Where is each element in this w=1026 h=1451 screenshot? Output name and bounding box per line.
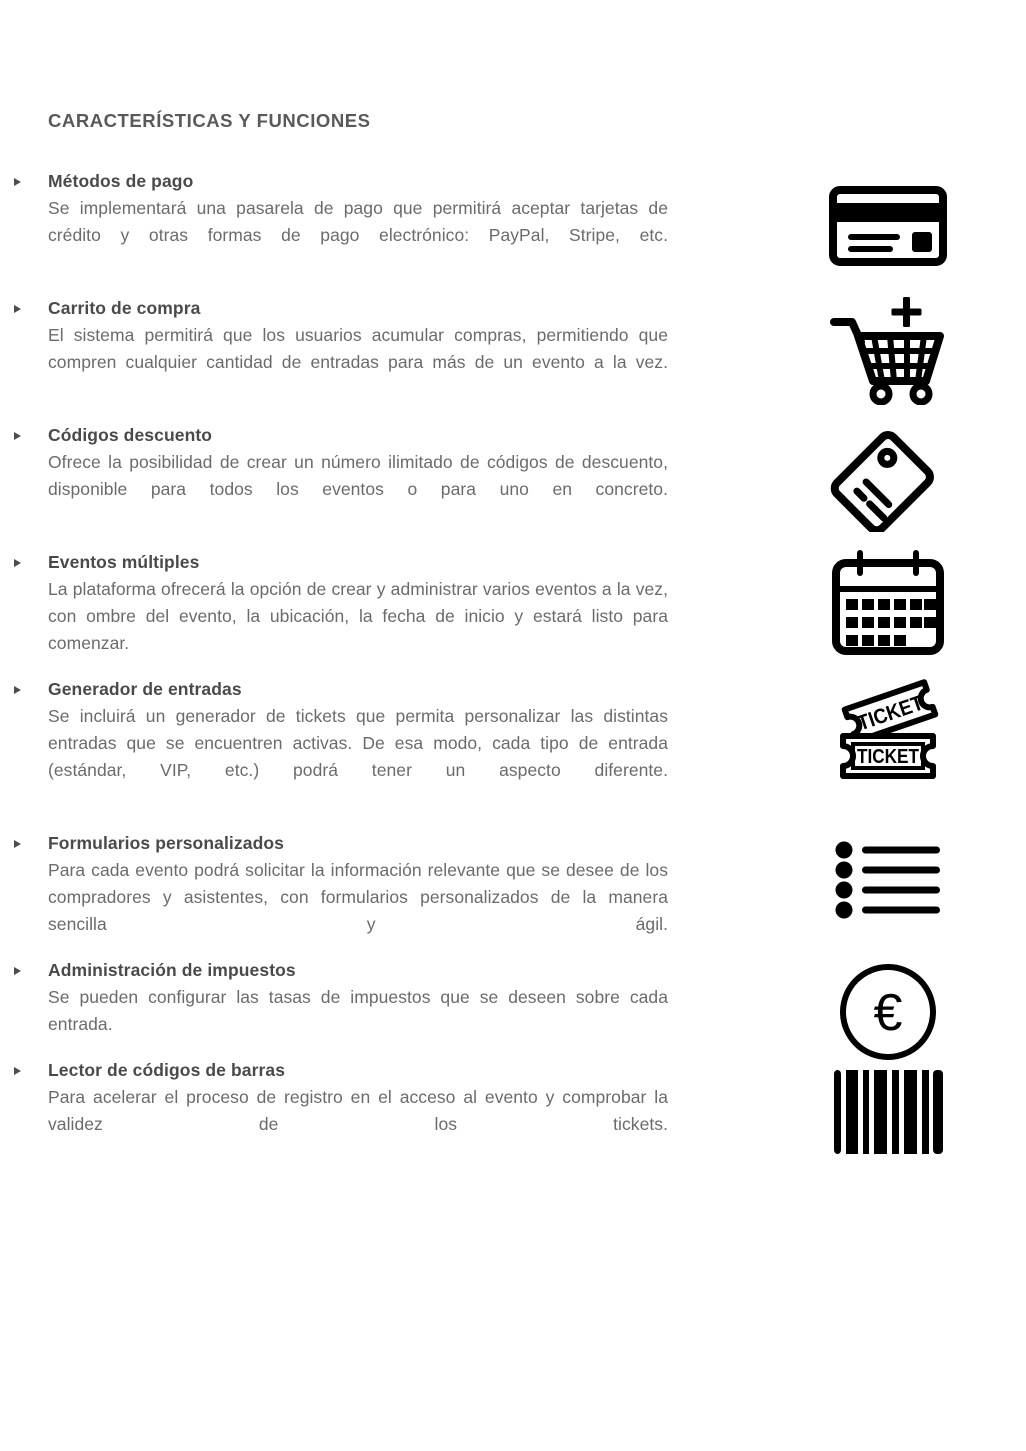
feature-description: El sistema permitirá que los usuarios acumular compras, permitiendo que compren cualquier cantidad de entradas para más de un evento a la vez. xyxy=(48,325,668,372)
bullet-arrow-icon xyxy=(14,967,21,975)
svg-text:€: € xyxy=(873,984,903,1042)
feature-description: La plataforma ofrecerá la opción de crear y administrar varios eventos a la vez, con ombre del evento, la ubicación, la fecha de inicio y estará listo para comenzar. xyxy=(48,579,668,653)
feature-item xyxy=(0,295,1026,403)
feature-item xyxy=(0,676,1026,811)
feature-text-block xyxy=(48,676,668,811)
feature-text-block xyxy=(48,168,668,276)
price-tag-icon xyxy=(828,422,948,532)
feature-description: Se implementará una pasarela de pago que permitirá aceptar tarjetas de crédito y otras formas de pago electrónico: PayPal, Stripe, etc. xyxy=(48,198,668,245)
barcode-icon xyxy=(828,1057,948,1167)
feature-description: Para acelerar el proceso de registro en el acceso al evento y comprobar la validez de los tickets. xyxy=(48,1087,668,1134)
feature-title: Administración de impuestos xyxy=(48,960,296,980)
feature-item xyxy=(0,549,1026,657)
credit-card-icon xyxy=(828,168,948,278)
bullet-arrow-icon xyxy=(14,686,21,694)
euro-coin-icon xyxy=(828,957,948,1067)
bullet-arrow-icon xyxy=(14,305,21,313)
features-list xyxy=(0,168,1026,1138)
feature-text-block xyxy=(48,1057,668,1165)
feature-title: Códigos descuento xyxy=(48,425,213,445)
feature-title: Carrito de compra xyxy=(48,298,201,318)
tickets-icon xyxy=(828,676,948,786)
bullet-arrow-icon xyxy=(14,432,21,440)
bullet-arrow-icon xyxy=(14,1067,21,1075)
bullet-arrow-icon xyxy=(14,840,21,848)
feature-description: Se pueden configurar las tasas de impuestos que se deseen sobre cada entrada. xyxy=(48,987,668,1034)
feature-text-block xyxy=(48,549,668,684)
feature-title: Formularios personalizados xyxy=(48,833,284,853)
feature-text-block xyxy=(48,830,668,965)
feature-item xyxy=(0,1057,1026,1138)
shopping-cart-plus-icon xyxy=(828,295,948,405)
page-title: CARACTERÍSTICAS Y FUNCIONES xyxy=(48,110,371,131)
feature-item xyxy=(0,830,1026,938)
bulleted-list-icon xyxy=(828,830,948,940)
feature-title: Lector de códigos de barras xyxy=(48,1060,286,1080)
bullet-arrow-icon xyxy=(14,178,21,186)
feature-text-block xyxy=(48,957,668,1065)
feature-description: Se incluirá un generador de tickets que permita personalizar las distintas entradas que se encuentren activas. De esa modo, cada tipo de entrada (estándar, VIP, etc.) podrá tener un aspecto diferente. xyxy=(48,706,668,780)
feature-title: Eventos múltiples xyxy=(48,552,200,572)
calendar-icon xyxy=(828,549,948,659)
bullet-arrow-icon xyxy=(14,559,21,567)
feature-text-block xyxy=(48,422,668,530)
feature-text-block xyxy=(48,295,668,403)
feature-item xyxy=(0,957,1026,1042)
feature-description: Para cada evento podrá solicitar la información relevante que se desee de los compradores y asistentes, con formularios personalizados de la manera sencilla y ágil. xyxy=(48,860,668,934)
feature-item xyxy=(0,422,1026,530)
svg-text:TICKET: TICKET xyxy=(857,746,919,768)
feature-title: Generador de entradas xyxy=(48,679,242,699)
svg-text:TICKET: TICKET xyxy=(854,688,934,736)
feature-title: Métodos de pago xyxy=(48,171,194,191)
feature-item xyxy=(0,168,1026,276)
feature-description: Ofrece la posibilidad de crear un número ilimitado de códigos de descuento, disponible para todos los eventos o para uno en concreto. xyxy=(48,452,668,499)
